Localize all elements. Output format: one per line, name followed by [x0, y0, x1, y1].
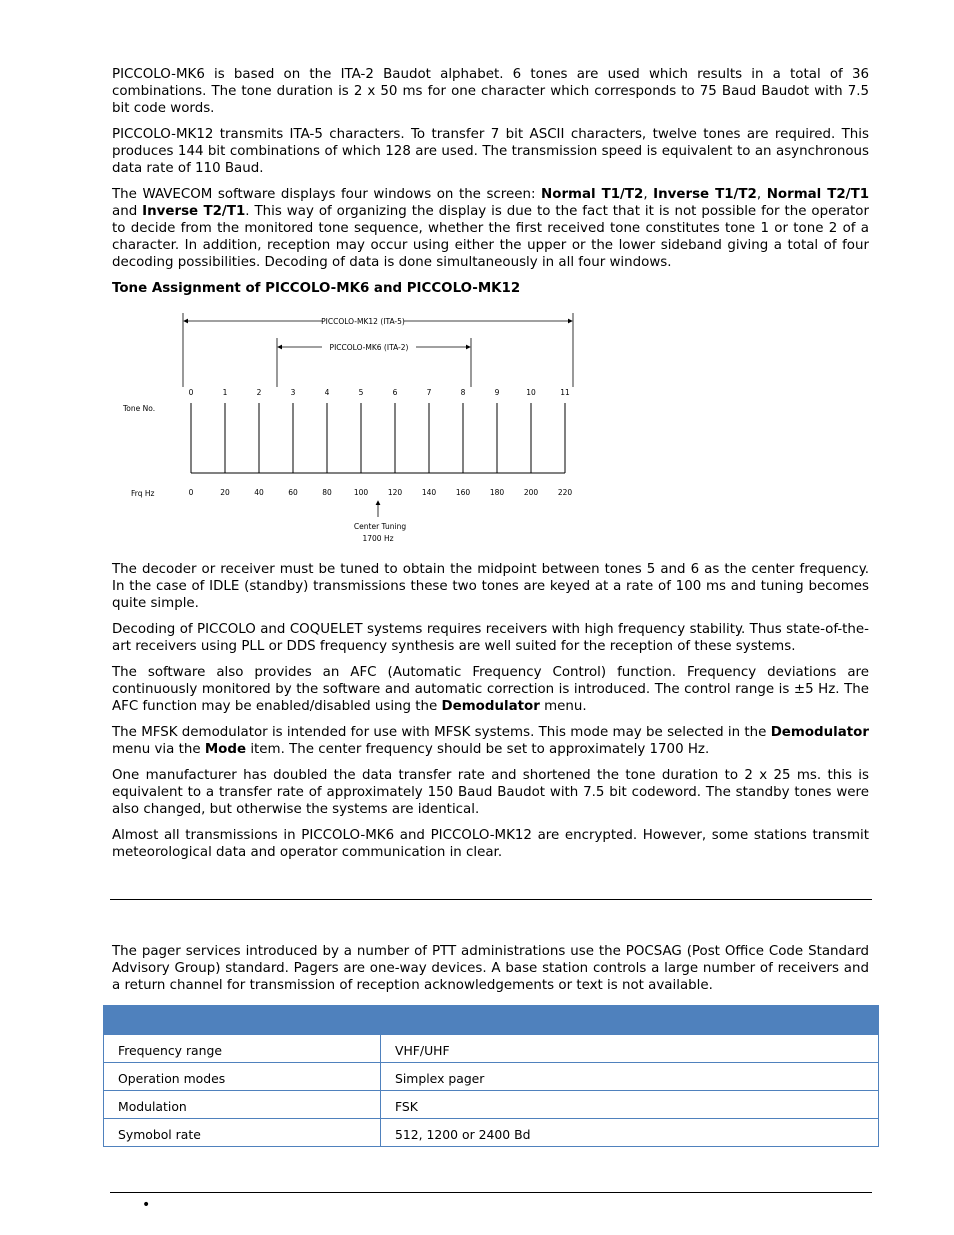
table-row: [104, 1035, 879, 1063]
bold-demodulator: Demodulator: [441, 699, 540, 714]
tone-number-label: 6: [392, 388, 398, 397]
spec-value: Simplex pager: [381, 1063, 879, 1091]
center-tuning-line2: 1700 Hz: [362, 534, 394, 543]
paragraph-stability: Decoding of PICCOLO and COQUELET systems requires receivers with high frequency stability. Thus state-of-the-art receivers using PLL or DDS frequency synthesis are well suited for the reception of these systems.: [112, 622, 869, 654]
footer-divider: [110, 1192, 872, 1193]
paragraph-windows: The WAVECOM software displays four windows on the screen: Normal T1/T2, Inverse T1/T2, Normal T2/T1 and Inverse T2/T1. This way of organizing the display is due to the fact that it is not possible for the operator to decide from the monitored tone sequence, whether the first received tone constitutes tone 1 or tone 2 of a character. In addition, reception may occur using either the upper or the lower sideband giving a total of four decoding possibilities. Decoding of data is done simultaneously in all four windows.: [112, 187, 870, 270]
paragraph-tuning: The decoder or receiver must be tuned to obtain the midpoint between tones 5 and 6 as the center frequency. In the case of IDLE (standby) transmissions these two tones are keyed at a rate of 100 ms and tuning becomes quite simple.: [112, 562, 869, 611]
frequency-label: 40: [254, 488, 264, 497]
paragraph-mk6: PICCOLO-MK6 is based on the ITA-2 Baudot alphabet. 6 tones are used which results in a total of 36 combinations. The tone duration is 2 x 50 ms for one character which corresponds to 75 Baud Baudot with 7.5 bit code words.: [112, 67, 869, 116]
tone-number-label: 11: [560, 388, 570, 397]
frequency-label: 160: [455, 488, 471, 497]
frequency-label: 0: [188, 488, 194, 497]
tone-row-label: Tone No.: [123, 404, 156, 413]
paragraph-mk12: PICCOLO-MK12 transmits ITA-5 characters. To transfer 7 bit ASCII characters, twelve tones are required. This produces 144 bit combinations of which 128 are used. The transmission speed is equivalent to an asynchronous data rate of 110 Baud.: [112, 127, 869, 176]
tone-number-label: 9: [494, 388, 500, 397]
lower-text: [112, 561, 869, 870]
spec-label: Symobol rate: [104, 1119, 381, 1147]
bold-mode: Mode: [204, 742, 247, 757]
paragraph-mfsk: The MFSK demodulator is intended for use with MFSK systems. This mode may be selected in the Demodulator menu via the Mode item. The center frequency should be set to approximately 1700 Hz.: [112, 725, 869, 757]
spec-table: [103, 1005, 879, 1147]
tone-assignment-diagram: [112, 305, 582, 555]
tone-number-label: 8: [460, 388, 466, 397]
table-row: [104, 1063, 879, 1091]
bold-inverse-t1t2: Inverse T1/T2: [653, 187, 757, 202]
mk12-label: PICCOLO-MK12 (ITA-5): [321, 317, 405, 326]
frequency-label: 120: [387, 488, 403, 497]
spec-label: Frequency range: [104, 1035, 381, 1063]
bold-normal-t1t2: Normal T1/T2: [541, 187, 644, 202]
spec-value: VHF/UHF: [381, 1035, 879, 1063]
freq-row-label: Frq Hz: [131, 489, 155, 498]
diagram-heading: Tone Assignment of PICCOLO-MK6 and PICCOLO-MK12: [112, 281, 521, 296]
tone-number-label: 10: [526, 388, 536, 397]
tone-number-label: 0: [188, 388, 194, 397]
frequency-label: 80: [322, 488, 332, 497]
spec-label: Modulation: [104, 1091, 381, 1119]
tone-number-label: 5: [358, 388, 364, 397]
frequency-label: 140: [421, 488, 437, 497]
paragraph-manufacturer: One manufacturer has doubled the data transfer rate and shortened the tone duration to 2 x 25 ms. this is equivalent to a transfer rate of approximately 150 Baud Baudot with 7.5 bit codeword. The standby tones were also changed, but otherwise the systems are identical.: [112, 768, 869, 817]
tone-marks: [189, 388, 573, 497]
tone-number-label: 1: [222, 388, 228, 397]
tone-number-label: 3: [290, 388, 296, 397]
top-text: [112, 66, 869, 297]
section-divider: [110, 899, 872, 900]
footer-bullet: •: [142, 1197, 151, 1213]
spec-table-header: [104, 1006, 879, 1035]
spec-value: 512, 1200 or 2400 Bd: [381, 1119, 879, 1147]
tone-number-label: 4: [324, 388, 330, 397]
frequency-label: 200: [523, 488, 539, 497]
frequency-label: 100: [353, 488, 369, 497]
spec-value: FSK: [381, 1091, 879, 1119]
spec-label: Operation modes: [104, 1063, 381, 1091]
paragraph-pocsag: The pager services introduced by a number of PTT administrations use the POCSAG (Post Office Code Standard Advisory Group) standard. Pagers are one-way devices. A base station controls a large number of receivers and a return channel for transmission of reception acknowledgements or text is not available.: [112, 944, 869, 993]
center-tuning-line1: Center Tuning: [353, 522, 407, 531]
tone-diagram-svg: [112, 305, 582, 555]
table-row: [104, 1119, 879, 1147]
paragraph-afc: The software also provides an AFC (Automatic Frequency Control) function. Frequency deviations are continuously monitored by the software and automatic correction is introduced. The control range is ±5 Hz. The AFC function may be enabled/disabled using the Demodulator menu.: [112, 665, 869, 714]
paragraph-encryption: Almost all transmissions in PICCOLO-MK6 and PICCOLO-MK12 are encrypted. However, some stations transmit meteorological data and operator communication in clear.: [112, 828, 869, 860]
frequency-label: 60: [288, 488, 298, 497]
frequency-label: 220: [557, 488, 573, 497]
frequency-label: 20: [220, 488, 230, 497]
tone-number-label: 7: [426, 388, 432, 397]
bold-demodulator-2: Demodulator: [770, 725, 869, 740]
mk6-label: PICCOLO-MK6 (ITA-2): [329, 343, 409, 352]
pocsag-section: [112, 943, 869, 1003]
bold-normal-t2t1: Normal T2/T1: [766, 187, 870, 202]
tone-number-label: 2: [256, 388, 262, 397]
table-row: [104, 1091, 879, 1119]
bold-inverse-t2t1: Inverse T2/T1: [142, 204, 246, 219]
frequency-label: 180: [489, 488, 505, 497]
